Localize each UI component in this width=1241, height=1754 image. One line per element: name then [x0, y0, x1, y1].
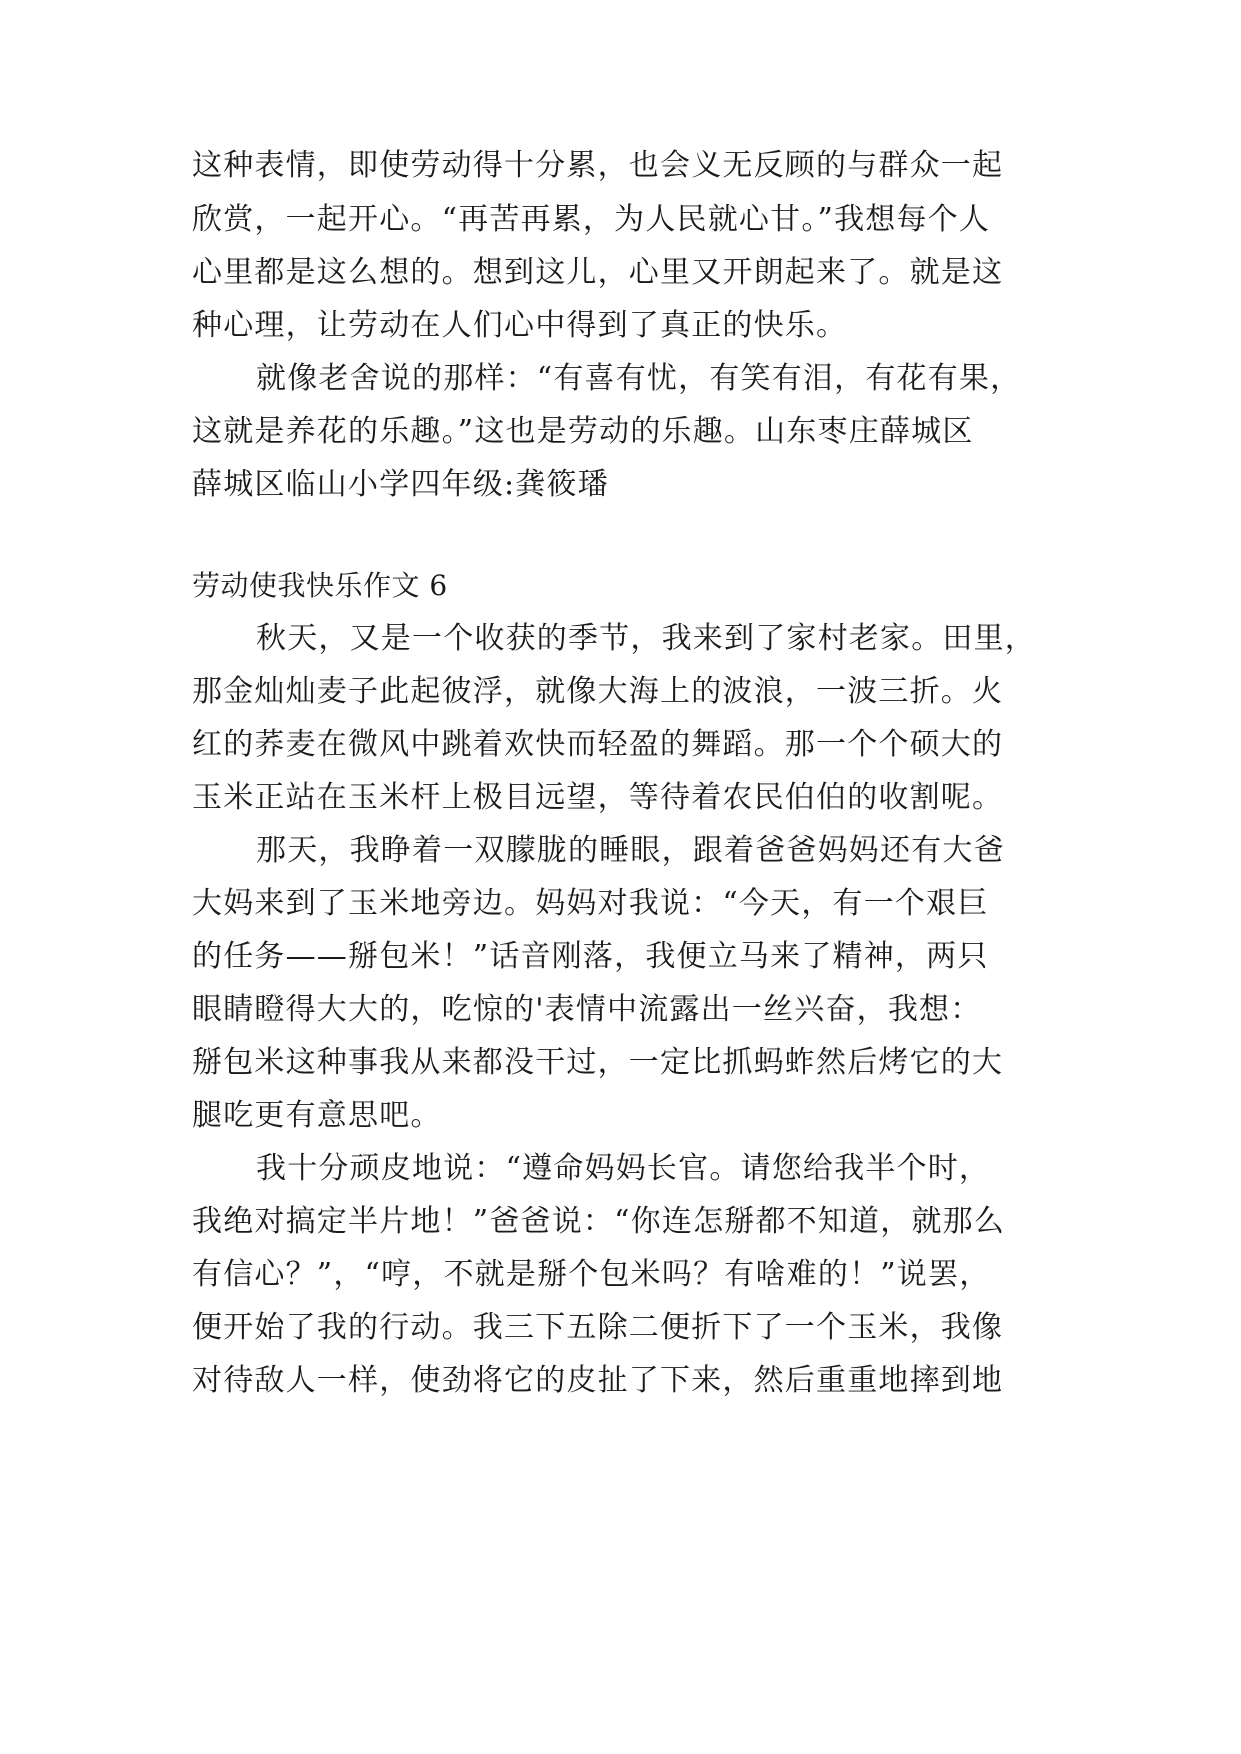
text-line: 对待敌人一样，使劲将它的皮扯了下来，然后重重地摔到地 [192, 1363, 1004, 1398]
text-line: 我绝对搞定半片地！”爸爸说：“你连怎掰都不知道，就那么 [192, 1204, 1006, 1239]
text-line: 薛城区临山小学四年级:龚筱璠 [192, 467, 609, 502]
text-line: 眼睛瞪得大大的，吃惊的'表情中流露出一丝兴奋，我想： [192, 992, 982, 1027]
text-line: 那金灿灿麦子此起彼浮，就像大海上的波浪，一波三折。火 [192, 674, 1004, 709]
text-line: 的任务——掰包米！”话音刚落，我便立马来了精神，两只 [192, 939, 989, 974]
text-line: 有信心？”，“哼，不就是掰个包米吗？有啥难的！”说罢， [192, 1257, 991, 1292]
text-line: 红的荞麦在微风中跳着欢快而轻盈的舞蹈。那一个个硕大的 [192, 727, 1004, 762]
text-line: 欣赏，一起开心。“再苦再累，为人民就心甘。”我想每个人 [192, 202, 991, 237]
text-line: 便开始了我的行动。我三下五除二便折下了一个玉米，我像 [192, 1310, 1004, 1345]
text-line: 秋天，又是一个收获的季节，我来到了家村老家。田里， [256, 621, 1036, 656]
text-line: 心里都是这么想的。想到这儿，心里又开朗起来了。就是这 [192, 255, 1004, 290]
text-line: 我十分顽皮地说：“遵命妈妈长官。请您给我半个时， [256, 1151, 991, 1186]
text-line: 种心理，让劳动在人们心中得到了真正的快乐。 [192, 308, 848, 343]
text-line: 掰包米这种事我从来都没干过，一定比抓蚂蚱然后烤它的大 [192, 1045, 1004, 1080]
text-line: 就像老舍说的那样：“有喜有忧，有笑有泪，有花有果， [256, 361, 1022, 396]
text-line: 大妈来到了玉米地旁边。妈妈对我说：“今天，有一个艰巨 [192, 886, 989, 921]
text-line: 玉米正站在玉米杆上极目远望，等待着农民伯伯的收割呢。 [192, 780, 1004, 815]
text-line: 这就是养花的乐趣。”这也是劳动的乐趣。山东枣庄薛城区 [192, 414, 974, 449]
section-title: 劳动使我快乐作文 6 [192, 569, 448, 602]
text-line: 那天，我睁着一双朦胧的睡眼，跟着爸爸妈妈还有大爸 [256, 833, 1005, 868]
text-line: 腿吃更有意思吧。 [192, 1098, 442, 1133]
text-line: 这种表情，即使劳动得十分累，也会义无反顾的与群众一起 [192, 148, 1004, 183]
